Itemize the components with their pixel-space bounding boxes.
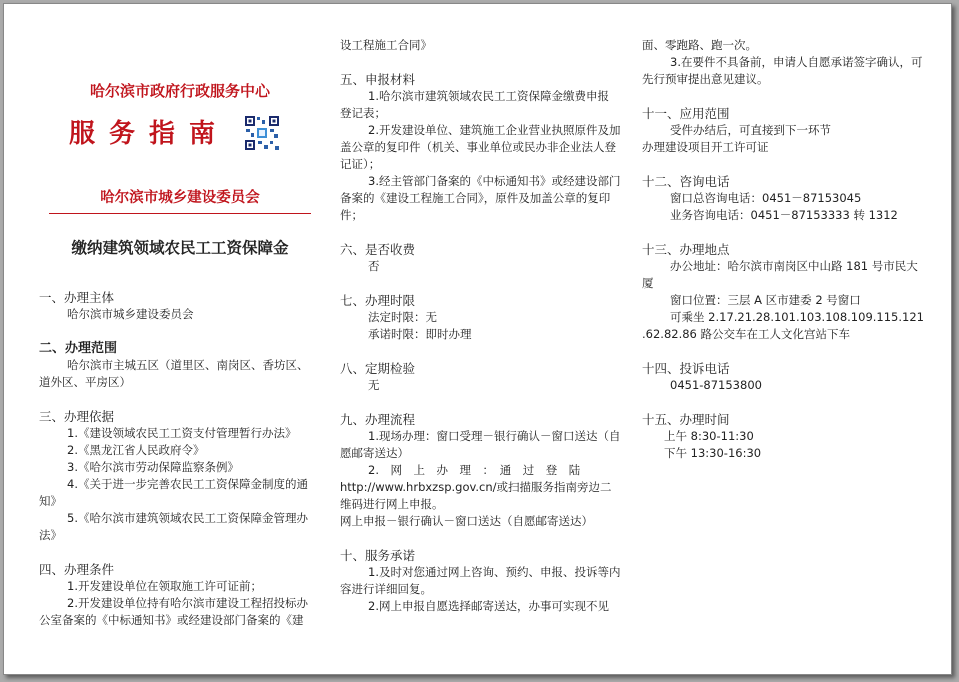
text-line: 知》 [39,494,62,508]
column-3 [642,37,930,462]
text-line: 网上申报－银行确认－窗口送达（自愿邮寄送达） [340,514,593,528]
text-line: 盖公章的复印件（机关、事业单位或民办非企业法人登 [340,140,616,154]
text-line: http://www.hrbxzsp.gov.cn/或扫描服务指南旁边二 [340,480,612,494]
org-bottom: 哈尔滨市城乡建设委员会 [100,189,260,206]
text-line: 3.《哈尔滨市劳动保障监察条例》 [67,460,239,474]
text-line: 下午 13:30-16:30 [664,446,762,460]
text-line: 维码进行网上申报。 [340,497,444,511]
section-heading: 十、服务承诺 [340,548,416,563]
spacer [642,394,930,411]
text-line: 哈尔滨市主城五区（道里区、南岗区、香坊区、 [67,358,309,372]
text-line: 法定时限：无 [368,310,437,324]
text-line: 1.哈尔滨市建筑领域农民工工资保障金缴费申报 [368,89,609,103]
section-heading: 十三、办理地点 [642,242,730,257]
text-line: 办理建设项目开工许可证 [642,140,769,154]
text-line: 可乘坐 2.17.21.28.101.103.108.109.115.121 [670,310,924,324]
spacer [39,391,321,408]
spacer [340,530,623,547]
text-line: 容进行详细回复。 [340,582,432,596]
spacer [642,224,930,241]
document-title: 缴纳建筑领域农民工工资保障金 [71,239,289,257]
text-line: 愿邮寄送达） [340,446,409,460]
spacer [340,394,623,411]
text-line: 备案的《建设工程施工合同》，原件及加盖公章的复印 [340,191,611,205]
document-page [3,3,952,675]
text-line: 道外区、平房区） [39,375,131,389]
text-line: 2.《黑龙江省人民政府令》 [67,443,205,457]
section-heading: 二、办理范围 [39,341,118,356]
text-line: 登记表； [340,106,386,120]
spacer [340,275,623,292]
section-heading: 十二、咨询电话 [642,174,730,189]
spacer [642,88,930,105]
spacer [642,156,930,173]
org-top: 哈尔滨市政府行政服务中心 [89,82,270,100]
column-1-body [39,289,321,629]
text-line: 办公地址：哈尔滨市南岗区中山路 181 号市民大 [670,259,918,273]
text-line: 公室备案的《中标通知书》或经建设部门备案的《建 [39,613,304,627]
text-line: 设工程施工合同》 [340,38,432,52]
text-line: 厦 [642,276,654,290]
spacer [340,224,623,241]
section-heading: 四、办理条件 [39,562,115,577]
text-line: 无 [368,378,380,392]
text-line: 业务咨询电话：0451－87153333 转 1312 [670,208,898,222]
spacer [642,343,930,360]
text-line: 1.现场办理：窗口受理－银行确认－窗口送达（自 [368,429,621,443]
text-line: 哈尔滨市城乡建设委员会 [67,307,194,321]
section-heading: 八、定期检验 [340,361,416,376]
text-line: 2.开发建设单位持有哈尔滨市建设工程招投标办 [67,596,308,610]
section-heading: 六、是否收费 [340,242,416,257]
section-heading: 十四、投诉电话 [642,361,730,376]
text-line: 否 [368,259,380,273]
qr-code-icon[interactable] [244,115,280,151]
text-line: 先行预审提出意见建议。 [642,72,769,86]
section-heading: 五、申报材料 [340,72,416,87]
text-line: 受件办结后，可直接到下一环节 [670,123,831,137]
text-line: 2.网上申报自愿选择邮寄送达，办事可实现不见 [368,599,609,613]
text-line: .62.82.86 路公交车在工人文化宫站下车 [642,327,851,341]
section-heading: 七、办理时限 [340,293,416,308]
red-divider [49,213,311,214]
spacer [340,54,623,71]
text-line: 承诺时限：即时办理 [368,327,472,341]
text-line: 1.开发建设单位在领取施工许可证前； [67,579,262,593]
text-line: 2. 网 上 办 理 ： 通 过 登 陆 [368,463,581,477]
guide-title: 服务指南 [68,119,229,149]
text-line: 5.《哈尔滨市建筑领域农民工工资保障金管理办 [67,511,308,525]
text-line: 上午 8:30-11:30 [664,429,754,443]
text-line: 3.经主管部门备案的《中标通知书》或经建设部门 [368,174,621,188]
text-line: 窗口总咨询电话：0451－87153045 [670,191,862,205]
section-heading: 十一、应用范围 [642,106,730,121]
section-heading: 三、办理依据 [39,409,115,424]
spacer [39,544,321,561]
text-line: 2.开发建设单位、建筑施工企业营业执照原件及加 [368,123,621,137]
text-line: 4.《关于进一步完善农民工工资保障金制度的通 [67,477,308,491]
column-2 [340,37,623,615]
section-heading: 九、办理流程 [340,412,416,427]
text-line: 1.及时对您通过网上咨询、预约、申报、投诉等内 [368,565,621,579]
spacer [39,323,321,340]
text-line: 3.在要件不具备前，申请人自愿承诺签字确认，可 [670,55,923,69]
text-line: 记证）； [340,157,381,171]
text-line: 0451-87153800 [670,378,762,392]
text-line: 件； [340,208,363,222]
spacer [340,343,623,360]
text-line: 窗口位置：三层 A 区市建委 2 号窗口 [670,293,861,307]
section-heading: 十五、办理时间 [642,412,730,427]
text-line: 1.《建设领域农民工工资支付管理暂行办法》 [67,426,297,440]
text-line: 面、零跑路、跑一次。 [642,38,757,52]
section-heading: 一、办理主体 [39,290,115,305]
text-line: 法》 [39,528,62,542]
